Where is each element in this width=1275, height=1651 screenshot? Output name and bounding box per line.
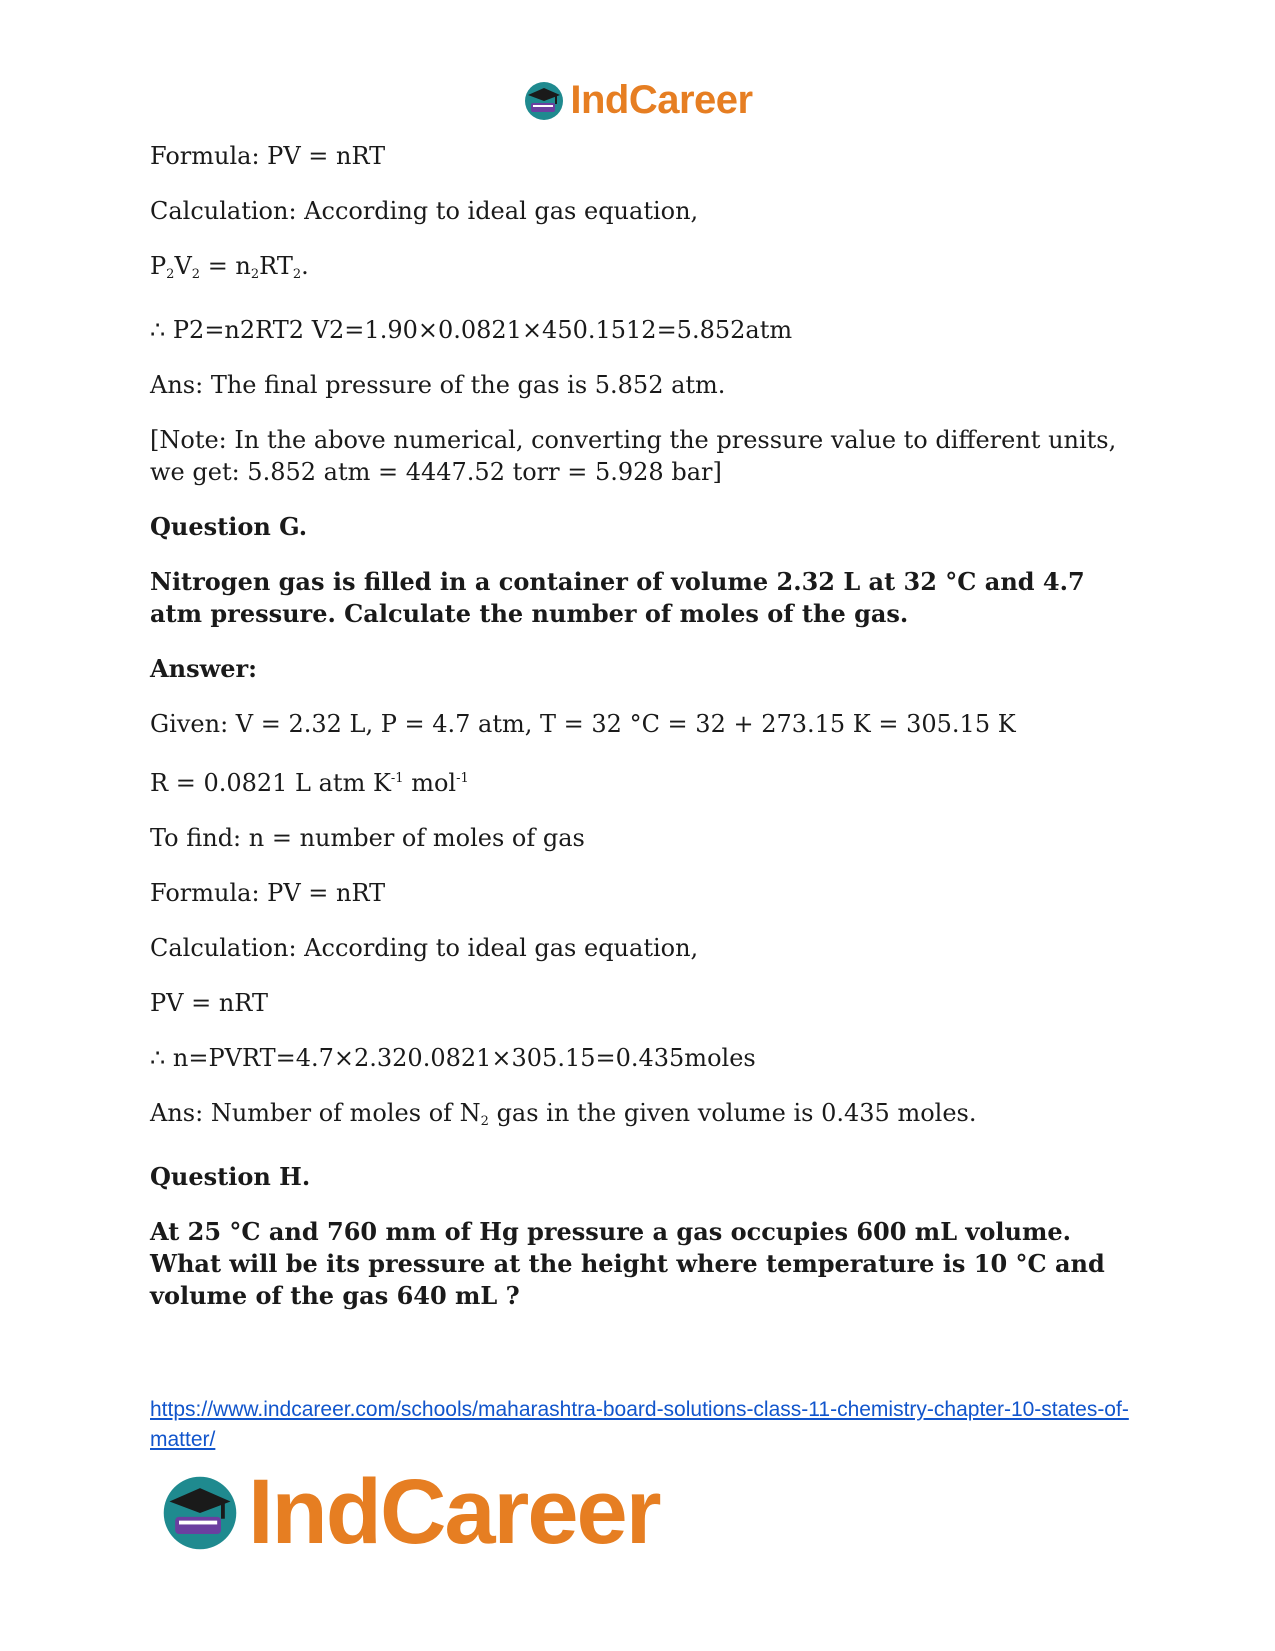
logo-text: IndCareer — [248, 1461, 660, 1563]
formula-line: Formula: PV = nRT — [150, 879, 386, 907]
equation-pv-nrt: PV = nRT — [150, 989, 268, 1017]
given-line: Given: V = 2.32 L, P = 4.7 atm, T = 32 °C = 32 + 273.15 K = 305.15 K — [150, 710, 1016, 738]
note-paragraph: [Note: In the above numerical, converting the pressure value to different units, we get: 5.852 atm = 4447.52 torr = 5.928 bar] — [150, 426, 1117, 486]
calculation-result: ∴ P2=n2RT2 V2=1.90×0.0821×450.1512=5.852atm — [150, 316, 793, 344]
formula-line: Formula: PV = nRT — [150, 142, 386, 170]
document-body — [150, 140, 1130, 1335]
logo-text: IndCareer — [570, 78, 753, 122]
header-logo — [0, 78, 1275, 123]
answer-line: Ans: Number of moles of $N_2$ gas in the given volume is 0.435 moles. — [150, 1099, 977, 1129]
answer-line: Ans: The final pressure of the gas is 5.852 atm. — [150, 371, 726, 399]
answer-label: Answer: — [150, 654, 258, 683]
equation-p2v2: $P_2V_2 = n_2RT_2$. — [150, 252, 309, 282]
r-constant-line: R = 0.0821 L atm $K^{-1}$ mol$^{-1}$ — [150, 769, 469, 797]
calculation-result: ∴ n=PVRT=4.7×2.320.0821×305.15=0.435moles — [150, 1044, 756, 1072]
question-h-title: Question H. — [150, 1162, 311, 1191]
source-link[interactable]: https://www.indcareer.com/schools/maharashtra-board-solutions-class-11-chemistry-chapter-10-states-of-matter/ — [150, 1398, 1129, 1451]
graduation-book-icon — [158, 1471, 242, 1555]
question-h-text: At 25 °C and 760 mm of Hg pressure a gas occupies 600 mL volume. What will be its pressure at the height where temperature is 10 °C and volume of the gas 640 mL ? — [150, 1217, 1105, 1310]
question-g-title: Question G. — [150, 512, 308, 541]
calculation-line: Calculation: According to ideal gas equation, — [150, 934, 699, 962]
to-find-line: To find: n = number of moles of gas — [150, 824, 585, 852]
question-g-text: Nitrogen gas is filled in a container of volume 2.32 L at 32 °C and 4.7 atm pressure. Calculate the number of moles of the gas. — [150, 567, 1085, 628]
calculation-line: Calculation: According to ideal gas equation, — [150, 197, 699, 225]
footer-logo — [158, 1460, 660, 1565]
graduation-book-icon — [522, 79, 566, 123]
